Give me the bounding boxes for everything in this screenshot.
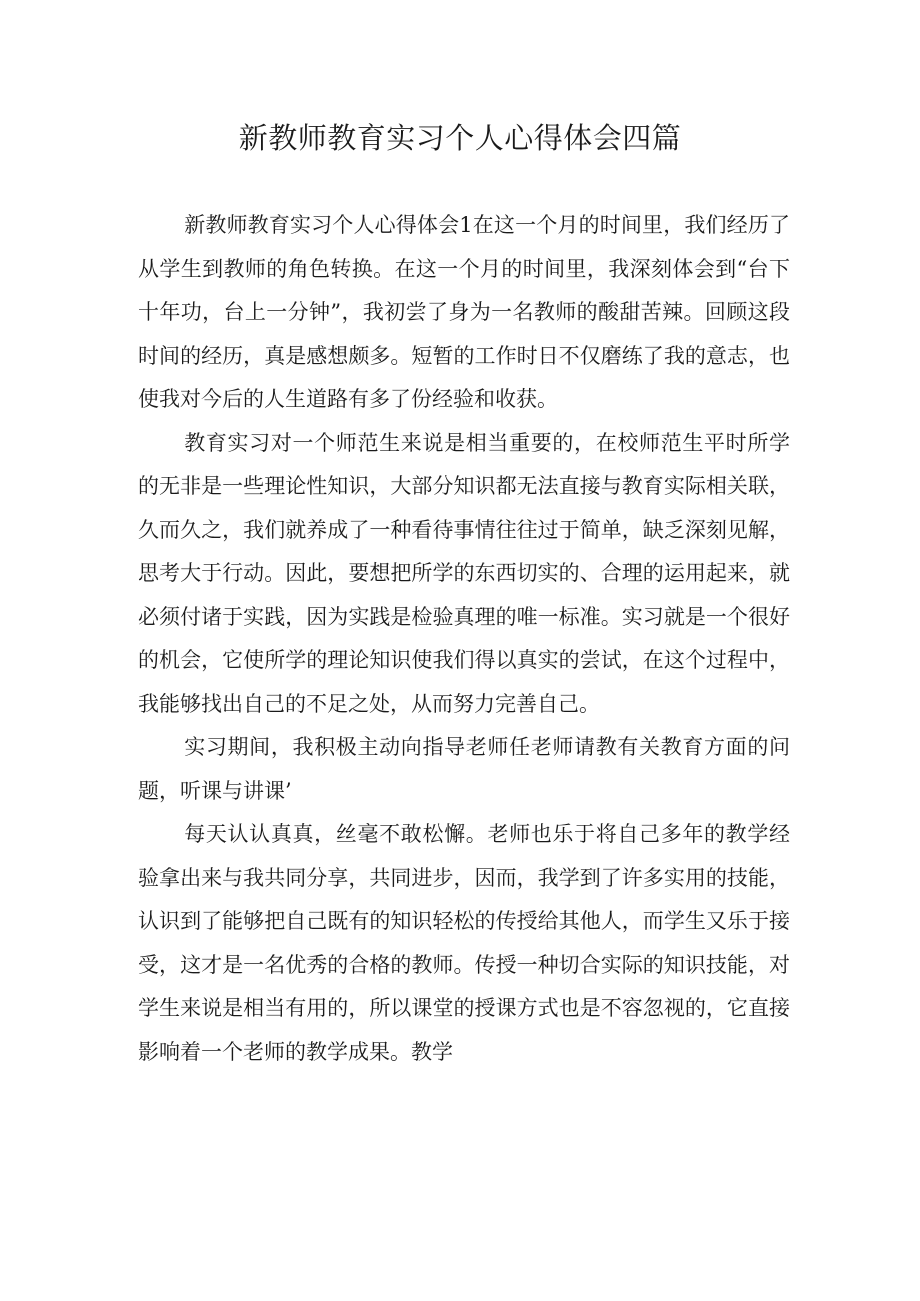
paragraph-4: 每天认认真真，丝毫不敢松懈。老师也乐于将自己多年的教学经验拿出来与我共同分享，共同进步，因而，我学到了许多实用的技能，认识到了能够把自己既有的知识轻松的传授给其他人，而学生又乐于接受，这才是一名优秀的合格的教师。传授一种切合实际的知识技能，对学生来说是相当有用的，所以课堂的授课方式也是不容忽视的，它直接影响着一个老师的教学成果。教学	[138, 822, 790, 1064]
paragraph-3: 实习期间，我积极主动向指导老师任老师请教有关教育方面的问题，听课与讲课’	[138, 735, 790, 803]
paragraph-1: 新教师教育实习个人心得体会1在这一个月的时间里，我们经历了从学生到教师的角色转换。在这一个月的时间里，我深刻体会到“台下十年功，台上一分钟”，我初尝了身为一名教师的酸甜苦辣。回顾这段时间的经历，真是感想颇多。短暂的工作时日不仅磨练了我的意志，也使我对今后的人生道路有多了份经验和收获。	[138, 213, 790, 411]
paragraph-2: 教育实习对一个师范生来说是相当重要的，在校师范生平时所学的无非是一些理论性知识，大部分知识都无法直接与教育实际相关联，久而久之，我们就养成了一种看待事情往往过于简单，缺乏深刻见解，思考大于行动。因此，要想把所学的东西切实的、合理的运用起来，就必须付诸于实践，因为实践是检验真理的唯一标准。实习就是一个很好的机会，它使所学的理论知识使我们得以真实的尝试，在这个过程中，我能够找出自己的不足之处，从而努力完善自己。	[138, 430, 790, 716]
document-title: 新教师教育实习个人心得体会四篇	[238, 121, 682, 155]
document-body	[138, 204, 790, 1074]
